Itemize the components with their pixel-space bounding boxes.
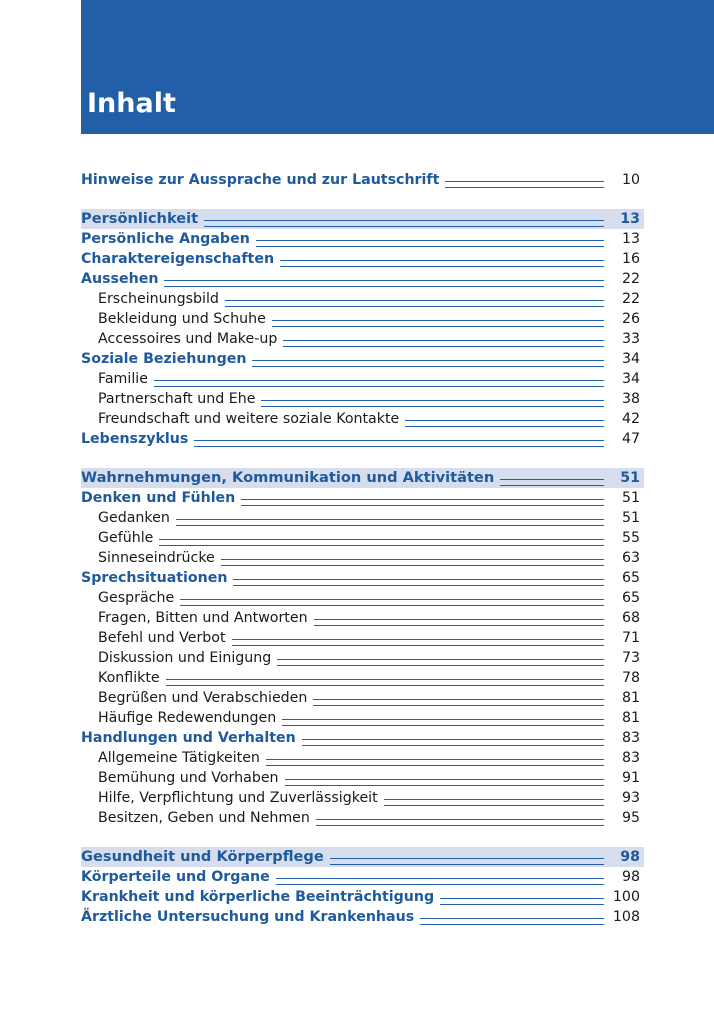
toc-subsection[interactable] xyxy=(81,708,644,728)
toc-leader-line xyxy=(225,300,604,307)
toc-page-number: 34 xyxy=(621,371,640,387)
toc-entry-label: Körperteile und Organe xyxy=(81,869,270,885)
toc-spacer xyxy=(81,190,644,209)
toc-page-number: 47 xyxy=(621,431,640,447)
toc-section[interactable] xyxy=(81,568,644,588)
toc-page-number: 81 xyxy=(621,690,640,706)
toc-entry-label: Fragen, Bitten und Antworten xyxy=(98,610,308,626)
toc-page-number: 22 xyxy=(621,291,640,307)
toc-entry-label: Besitzen, Geben und Nehmen xyxy=(98,810,310,826)
toc-page-number: 91 xyxy=(621,770,640,786)
toc-subsection[interactable] xyxy=(81,688,644,708)
toc-entry-label: Partnerschaft und Ehe xyxy=(98,391,256,407)
toc-leader-line xyxy=(330,858,604,865)
toc-entry-label: Familie xyxy=(98,371,148,387)
page-title: Inhalt xyxy=(87,88,176,119)
toc-leader-line xyxy=(440,898,604,905)
toc-section[interactable] xyxy=(81,349,644,369)
toc-page-number: 33 xyxy=(621,331,640,347)
toc-page-number: 93 xyxy=(621,790,640,806)
toc-subsection[interactable] xyxy=(81,768,644,788)
toc-entry-label: Persönliche Angaben xyxy=(81,231,250,247)
toc-chapter[interactable] xyxy=(81,468,644,488)
toc-page-number: 71 xyxy=(621,630,640,646)
toc-page-number: 26 xyxy=(621,311,640,327)
toc-page-number: 81 xyxy=(621,710,640,726)
toc-leader-line xyxy=(159,539,604,546)
toc-entry-label: Gesundheit und Körperpflege xyxy=(81,848,324,865)
toc-page-number: 22 xyxy=(621,271,640,287)
toc-leader-line xyxy=(266,759,604,766)
toc-leader-line xyxy=(221,559,604,566)
toc-leader-line xyxy=(256,240,604,247)
toc-leader-line xyxy=(241,499,604,506)
toc-page-number: 65 xyxy=(621,590,640,606)
toc-entry-label: Wahrnehmungen, Kommunikation und Aktivitäten xyxy=(81,469,495,486)
toc-leader-line xyxy=(302,739,604,746)
toc-chapter[interactable] xyxy=(81,847,644,867)
toc-page-number: 68 xyxy=(621,610,640,626)
toc-leader-line xyxy=(276,878,604,885)
toc-page-number: 55 xyxy=(621,530,640,546)
toc-page-number: 83 xyxy=(621,750,640,766)
toc-subsection[interactable] xyxy=(81,528,644,548)
toc-entry-label: Erscheinungsbild xyxy=(98,291,219,307)
toc-section[interactable] xyxy=(81,170,644,190)
toc-section[interactable] xyxy=(81,269,644,289)
toc-subsection[interactable] xyxy=(81,628,644,648)
toc-page-number: 83 xyxy=(621,730,640,746)
toc-subsection[interactable] xyxy=(81,369,644,389)
toc-leader-line xyxy=(285,779,604,786)
toc-leader-line xyxy=(313,699,604,706)
table-of-contents xyxy=(81,170,644,927)
toc-leader-line xyxy=(194,440,604,447)
toc-entry-label: Sprechsituationen xyxy=(81,570,228,586)
toc-entry-label: Allgemeine Tätigkeiten xyxy=(98,750,260,766)
toc-entry-label: Persönlichkeit xyxy=(81,210,199,227)
toc-page-number: 34 xyxy=(621,351,640,367)
toc-leader-line xyxy=(164,280,604,287)
toc-page-number: 42 xyxy=(621,411,640,427)
toc-leader-line xyxy=(314,619,604,626)
toc-section[interactable] xyxy=(81,249,644,269)
toc-entry-label: Konflikte xyxy=(98,670,160,686)
toc-page-number: 65 xyxy=(621,570,640,586)
toc-section[interactable] xyxy=(81,429,644,449)
toc-entry-label: Handlungen und Verhalten xyxy=(81,730,296,746)
toc-entry-label: Freundschaft und weitere soziale Kontakte xyxy=(98,411,400,427)
toc-subsection[interactable] xyxy=(81,788,644,808)
toc-section[interactable] xyxy=(81,887,644,907)
toc-leader-line xyxy=(176,519,604,526)
toc-subsection[interactable] xyxy=(81,548,644,568)
toc-subsection[interactable] xyxy=(81,608,644,628)
toc-leader-line xyxy=(232,639,604,646)
toc-page-number: 108 xyxy=(612,909,640,925)
toc-subsection[interactable] xyxy=(81,588,644,608)
page-header-banner xyxy=(81,0,714,134)
toc-entry-label: Bemühung und Vorhaben xyxy=(98,770,279,786)
toc-section[interactable] xyxy=(81,488,644,508)
toc-entry-label: Soziale Beziehungen xyxy=(81,351,247,367)
toc-leader-line xyxy=(384,799,604,806)
toc-leader-line xyxy=(277,659,604,666)
toc-page-number: 10 xyxy=(621,172,640,188)
toc-section[interactable] xyxy=(81,867,644,887)
toc-chapter[interactable] xyxy=(81,209,644,229)
toc-entry-label: Accessoires und Make-up xyxy=(98,331,278,347)
toc-leader-line xyxy=(420,918,604,925)
toc-subsection[interactable] xyxy=(81,668,644,688)
toc-subsection[interactable] xyxy=(81,289,644,309)
toc-leader-line xyxy=(282,719,604,726)
toc-entry-label: Charaktereigenschaften xyxy=(81,251,275,267)
toc-entry-label: Gespräche xyxy=(98,590,175,606)
toc-leader-line xyxy=(405,420,604,427)
toc-subsection[interactable] xyxy=(81,409,644,429)
toc-page-number: 78 xyxy=(621,670,640,686)
toc-entry-label: Lebenszyklus xyxy=(81,431,189,447)
toc-page-number: 13 xyxy=(620,211,640,227)
toc-spacer xyxy=(81,828,644,847)
toc-page-number: 51 xyxy=(620,470,640,486)
toc-entry-label: Ärztliche Untersuchung und Krankenhaus xyxy=(81,909,415,925)
toc-leader-line xyxy=(166,679,604,686)
toc-entry-label: Sinneseindrücke xyxy=(98,550,215,566)
toc-subsection[interactable] xyxy=(81,808,644,828)
toc-entry-label: Gedanken xyxy=(98,510,170,526)
toc-entry-label: Hilfe, Verpflichtung und Zuverlässigkeit xyxy=(98,790,378,806)
toc-leader-line xyxy=(233,579,604,586)
toc-leader-line xyxy=(445,181,604,188)
toc-entry-label: Aussehen xyxy=(81,271,159,287)
toc-spacer xyxy=(81,449,644,468)
toc-subsection[interactable] xyxy=(81,508,644,528)
toc-entry-label: Gefühle xyxy=(98,530,154,546)
toc-subsection[interactable] xyxy=(81,329,644,349)
toc-subsection[interactable] xyxy=(81,389,644,409)
toc-entry-label: Hinweise zur Aussprache und zur Lautschrift xyxy=(81,172,440,188)
toc-subsection[interactable] xyxy=(81,648,644,668)
toc-leader-line xyxy=(500,479,604,486)
toc-entry-label: Diskussion und Einigung xyxy=(98,650,272,666)
toc-entry-label: Befehl und Verbot xyxy=(98,630,226,646)
toc-section[interactable] xyxy=(81,907,644,927)
toc-entry-label: Denken und Fühlen xyxy=(81,490,236,506)
toc-leader-line xyxy=(252,360,604,367)
toc-page-number: 51 xyxy=(621,510,640,526)
toc-subsection[interactable] xyxy=(81,309,644,329)
toc-leader-line xyxy=(180,599,604,606)
toc-page-number: 98 xyxy=(620,849,640,865)
toc-page-number: 16 xyxy=(621,251,640,267)
toc-page-number: 73 xyxy=(621,650,640,666)
toc-page-number: 95 xyxy=(621,810,640,826)
toc-leader-line xyxy=(280,260,604,267)
toc-page-number: 38 xyxy=(621,391,640,407)
toc-leader-line xyxy=(204,220,604,227)
toc-section[interactable] xyxy=(81,229,644,249)
toc-page-number: 98 xyxy=(621,869,640,885)
toc-leader-line xyxy=(154,380,604,387)
toc-leader-line xyxy=(272,320,604,327)
toc-entry-label: Bekleidung und Schuhe xyxy=(98,311,266,327)
toc-page-number: 100 xyxy=(612,889,640,905)
toc-entry-label: Begrüßen und Verabschieden xyxy=(98,690,308,706)
toc-subsection[interactable] xyxy=(81,748,644,768)
toc-entry-label: Häufige Redewendungen xyxy=(98,710,277,726)
toc-leader-line xyxy=(316,819,604,826)
toc-page-number: 51 xyxy=(621,490,640,506)
toc-page-number: 13 xyxy=(621,231,640,247)
toc-leader-line xyxy=(283,340,604,347)
toc-section[interactable] xyxy=(81,728,644,748)
toc-entry-label: Krankheit und körperliche Beeinträchtigung xyxy=(81,889,435,905)
toc-leader-line xyxy=(261,400,604,407)
toc-page-number: 63 xyxy=(621,550,640,566)
